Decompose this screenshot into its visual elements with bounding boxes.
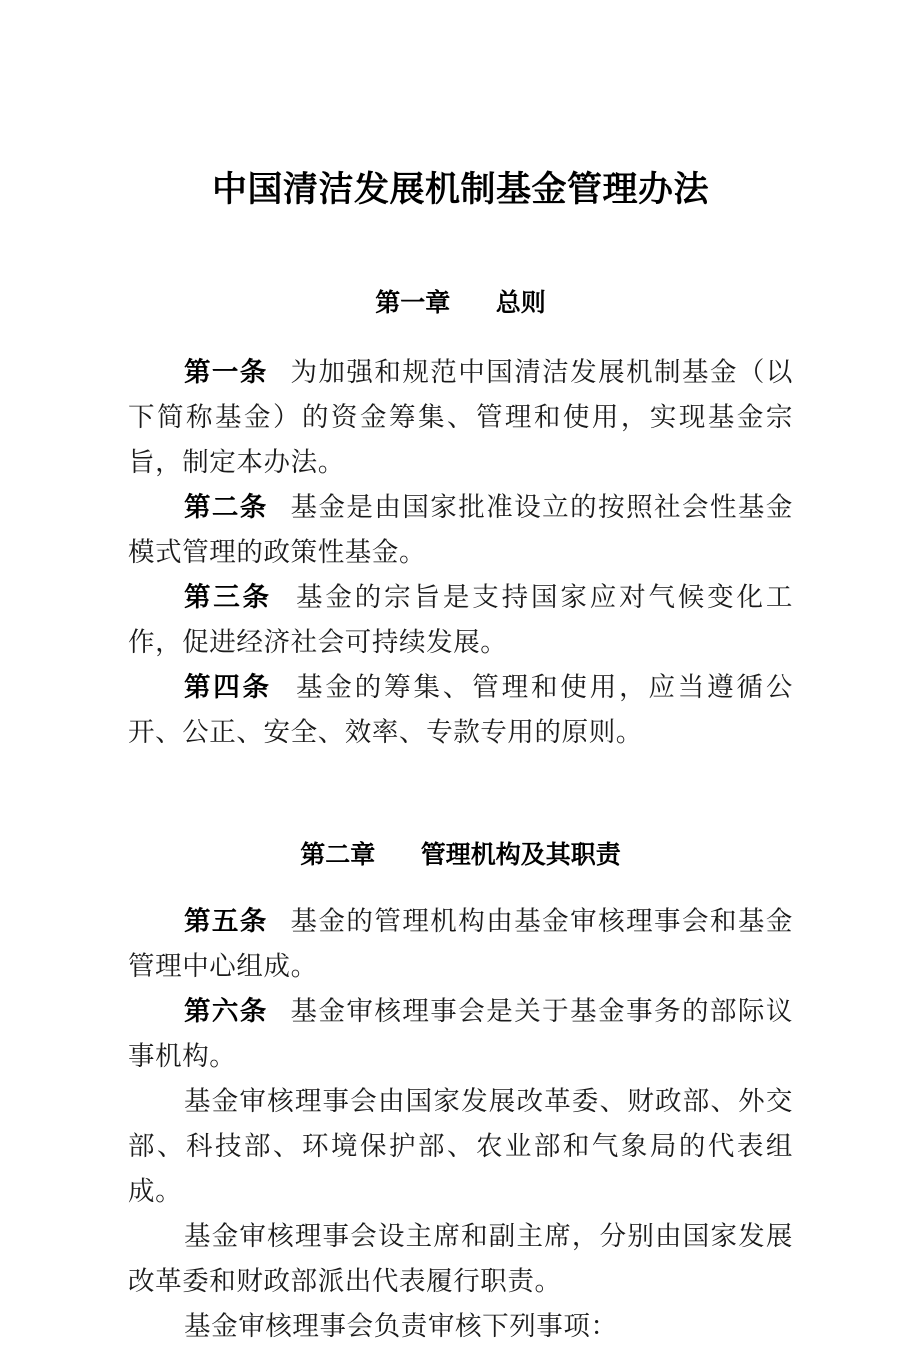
- page-title: 中国清洁发展机制基金管理办法: [211, 170, 709, 210]
- article-number: 第一条: [184, 357, 268, 388]
- body-paragraph: 基金审核理事会设主席和副主席，分别由国家发展改革委和财政部派出代表履行职责。: [128, 1221, 793, 1297]
- article-paragraph: [128, 899, 793, 989]
- article-paragraph: [128, 350, 793, 485]
- article-paragraph: [128, 665, 793, 755]
- article-text: 基金审核理事会是关于基金事务的部际议事机构。: [128, 996, 793, 1072]
- article-number: 第四条: [184, 672, 272, 703]
- article-text: 基金的管理机构由基金审核理事会和基金管理中心组成。: [128, 906, 793, 982]
- article-text: 基金是由国家批准设立的按照社会性基金模式管理的政策性基金。: [128, 492, 793, 568]
- article-number: 第五条: [184, 906, 268, 937]
- article-number: 第二条: [184, 492, 268, 523]
- article-number: 第三条: [184, 582, 272, 613]
- article-text: 基金的筹集、管理和使用，应当遵循公开、公正、安全、效率、专款专用的原则。: [128, 672, 793, 748]
- chapter-number: 第二章: [300, 840, 376, 869]
- body-paragraph: 基金审核理事会由国家发展改革委、财政部、外交部、科技部、环境保护部、农业部和气象局的代表组成。: [128, 1086, 793, 1207]
- article-number: 第六条: [184, 996, 268, 1027]
- article-paragraph: [128, 575, 793, 665]
- body-paragraph: 基金审核理事会负责审核下列事项：: [184, 1311, 618, 1342]
- chapter-number: 第一章: [375, 288, 451, 317]
- chapter-heading-2: [128, 832, 793, 877]
- article-text: 为加强和规范中国清洁发展机制基金（以下简称基金）的资金筹集、管理和使用，实现基金宗旨，制定本办法。: [128, 357, 793, 478]
- article-paragraph: [128, 485, 793, 575]
- chapter-name: 管理机构及其职责: [420, 840, 621, 869]
- document-content: [128, 0, 793, 1349]
- chapter-heading-1: [128, 280, 793, 325]
- article-paragraph: [128, 989, 793, 1079]
- article-text: 基金的宗旨是支持国家应对气候变化工作，促进经济社会可持续发展。: [128, 582, 793, 658]
- chapter-name: 总则: [495, 288, 546, 317]
